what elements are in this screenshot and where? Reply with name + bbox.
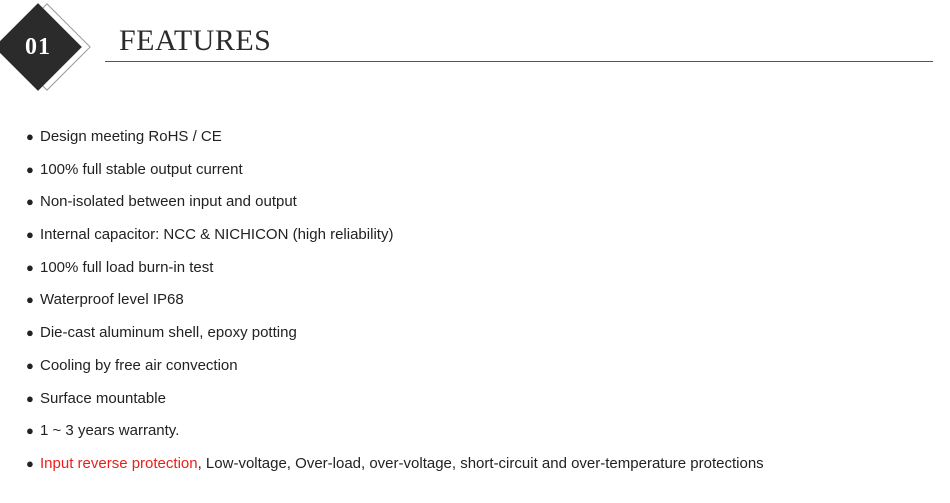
feature-text: Surface mountable — [40, 389, 166, 407]
list-item — [26, 289, 764, 322]
feature-text: 100% full load burn-in test — [40, 258, 214, 276]
list-item — [26, 224, 764, 257]
list-item — [26, 159, 764, 192]
feature-text: Cooling by free air convection — [40, 356, 238, 374]
list-item — [26, 355, 764, 388]
highlight-text: Input reverse protection — [40, 454, 198, 472]
feature-text: Die-cast aluminum shell, epoxy potting — [40, 324, 297, 342]
section-header — [0, 0, 950, 110]
bullet-icon: ● — [26, 259, 34, 275]
bullet-icon: ● — [26, 455, 34, 471]
feature-text: , Low-voltage, Over-load, over-voltage, short-circuit and over-temperature protections — [197, 454, 764, 472]
bullet-icon: ● — [26, 292, 34, 308]
feature-text: Design meeting RoHS / CE — [40, 128, 222, 145]
bullet-icon: ● — [26, 357, 34, 373]
list-item — [26, 322, 764, 355]
section-number: 01 — [25, 33, 51, 60]
feature-text: 1 ~ 3 years warranty. — [40, 422, 180, 440]
bullet-icon: ● — [26, 194, 34, 210]
features-list — [26, 126, 764, 486]
list-item — [26, 126, 764, 159]
section-title: FEATURES — [119, 24, 272, 57]
bullet-icon: ● — [26, 129, 34, 144]
bullet-icon: ● — [26, 161, 34, 177]
list-item — [26, 191, 764, 224]
feature-text: Non-isolated between input and output — [40, 193, 297, 211]
bullet-icon: ● — [26, 227, 34, 243]
list-item — [26, 388, 764, 421]
bullet-icon: ● — [26, 325, 34, 341]
bullet-icon: ● — [26, 423, 34, 439]
list-item — [26, 420, 764, 453]
feature-text: Waterproof level IP68 — [40, 291, 184, 309]
feature-text: 100% full stable output current — [40, 160, 243, 178]
list-item — [26, 257, 764, 290]
list-item-protections — [26, 453, 764, 486]
bullet-icon: ● — [26, 390, 34, 406]
header-divider — [105, 61, 933, 62]
feature-text: Internal capacitor: NCC & NICHICON (high reliability) — [40, 226, 394, 244]
